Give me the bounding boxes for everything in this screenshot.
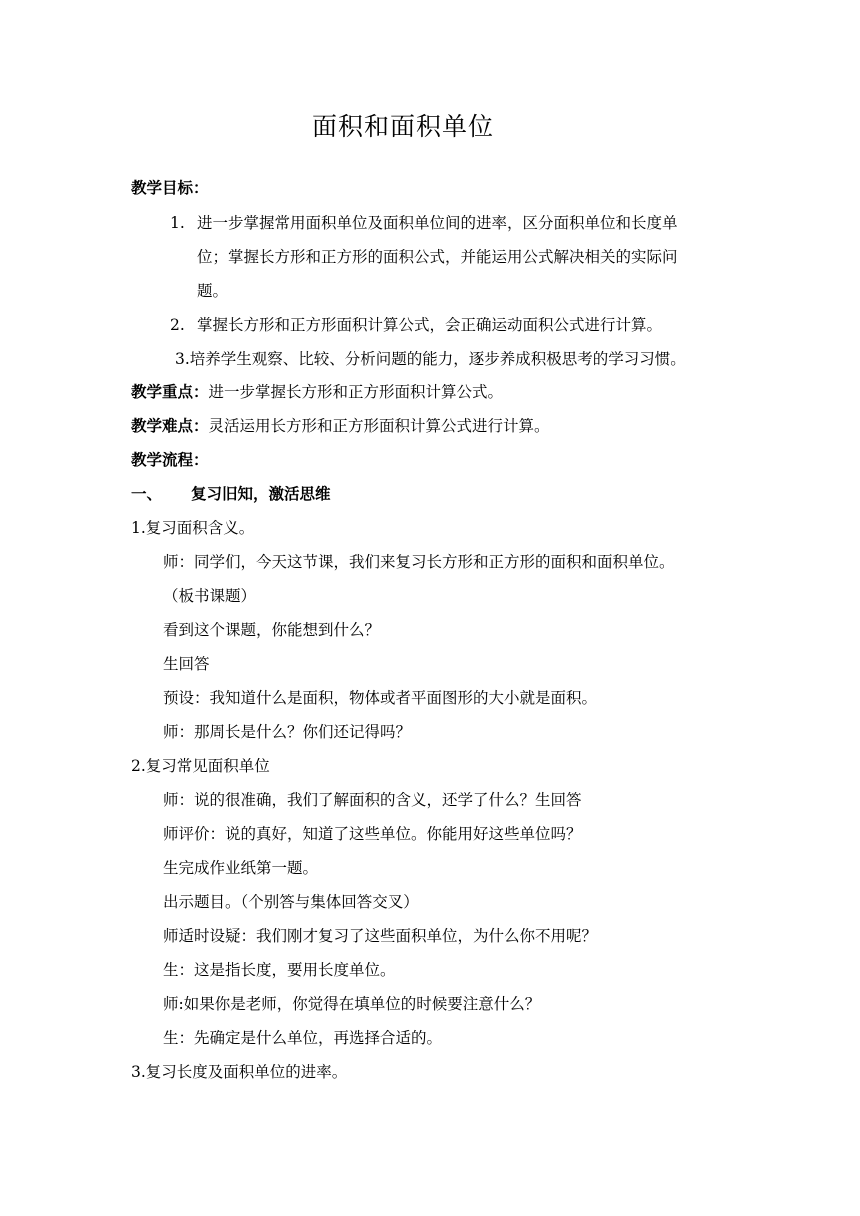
objective-1-line-1: 进一步掌握常用面积单位及面积单位间的进率，区分面积单位和长度单 xyxy=(197,214,678,232)
objective-1-line-3: 题。 xyxy=(197,282,229,300)
section-1-title: 复习旧知，激活思维 xyxy=(191,484,331,503)
body-line: （板书课题） xyxy=(163,587,257,605)
section-1-number: 一、 xyxy=(131,484,163,503)
body-line: 师：那周长是什么？你们还记得吗？ xyxy=(163,723,412,741)
body-line: 生完成作业纸第一题。 xyxy=(163,859,319,877)
body-line: 生回答 xyxy=(163,655,210,673)
body-line: 生：这是指长度，要用长度单位。 xyxy=(163,961,396,979)
process-heading: 教学流程： xyxy=(131,450,209,469)
body-line: 预设：我知道什么是面积，物体或者平面图形的大小就是面积。 xyxy=(163,689,598,707)
difficulty-text: 灵活运用长方形和正方形面积计算公式进行计算。 xyxy=(208,417,550,435)
body-line: 生：先确定是什么单位，再选择合适的。 xyxy=(163,1029,443,1047)
objectives-heading: 教学目标： xyxy=(131,178,209,197)
body-line: 师适时设疑：我们刚才复习了这些面积单位，为什么你不用呢？ xyxy=(163,927,598,945)
objective-1-line-2: 位；掌握长方形和正方形的面积公式，并能运用公式解决相关的实际问 xyxy=(197,248,678,266)
key-point-text: 进一步掌握长方形和正方形面积计算公式。 xyxy=(208,383,504,401)
key-point-label: 教学重点： xyxy=(131,382,209,401)
body-line: 师:如果你是老师，你觉得在填单位的时候要注意什么？ xyxy=(163,995,541,1013)
body-line: 2.复习常见面积单位 xyxy=(131,757,270,775)
objective-2-text: 掌握长方形和正方形面积计算公式，会正确运动面积公式进行计算。 xyxy=(197,316,663,334)
body-line: 3.复习长度及面积单位的进率。 xyxy=(131,1063,348,1081)
body-line: 师：说的很准确，我们了解面积的含义，还学了什么？生回答 xyxy=(163,791,582,809)
document-title: 面积和面积单位 xyxy=(311,112,494,141)
objective-1-number: 1. xyxy=(170,214,185,232)
difficulty-label: 教学难点： xyxy=(131,416,209,435)
key-point xyxy=(131,381,503,403)
objective-3-text: 3.培养学生观察、比较、分析问题的能力，逐步养成积极思考的学习习惯。 xyxy=(175,350,686,368)
body-line: 1.复习面积含义。 xyxy=(131,519,255,537)
body-line: 看到这个课题，你能想到什么？ xyxy=(163,621,381,639)
body-line: 师评价：说的真好，知道了这些单位。你能用好这些单位吗？ xyxy=(163,825,582,843)
body-line: 师：同学们，今天这节课，我们来复习长方形和正方形的面积和面积单位。 xyxy=(163,553,675,571)
body-line: 出示题目。（个别答与集体回答交叉） xyxy=(163,893,419,911)
difficulty xyxy=(131,415,550,437)
objective-2-number: 2. xyxy=(170,316,185,334)
